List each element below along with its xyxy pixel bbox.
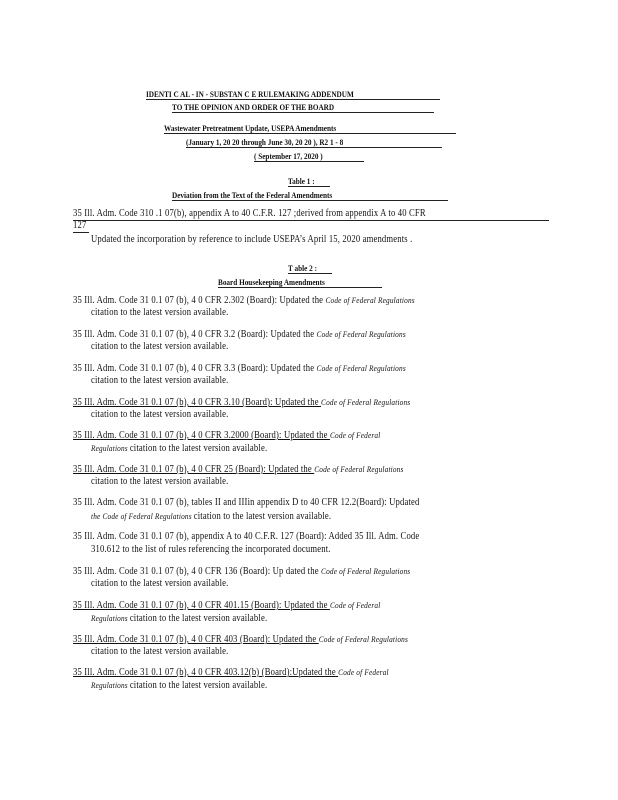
header-line-2: TO THE OPINION AND ORDER OF THE BOARD xyxy=(172,102,335,112)
entry-citation-text: 35 Ill. Adm. Code 31 0.1 07 (b), 4 0 CFR 3.2000 (Board): Updated the xyxy=(73,430,330,441)
table2-entry-line-2 xyxy=(91,375,228,387)
cfr-italic-text: Code of Federal Regulations xyxy=(314,464,404,474)
cfr-italic-text: Regulations xyxy=(91,613,130,623)
entry-citation-text: 35 Ill. Adm. Code 31 0.1 07 (b), 4 0 CFR 401.15 (Board): Updated the xyxy=(73,600,330,611)
table2-entry-line-2 xyxy=(91,646,228,658)
header-line-4: (January 1, 20 20 through June 30, 20 20 ), R2 1 - 8 xyxy=(186,137,344,147)
header-rule-2 xyxy=(172,112,434,113)
entry-citation-text: 35 Ill. Adm. Code 31 0.1 07 (b), tables II and IIIin appendix D to 40 CFR 12.2(Board): Updated xyxy=(73,497,420,508)
entry-update-text: citation to the latest version available. xyxy=(91,646,229,657)
table1-entry-line-3: Updated the incorporation by reference to include USEPA’s April 15, 2020 amendments . xyxy=(91,234,413,245)
cfr-italic-text: Code of Federal xyxy=(329,430,381,440)
table2-subtitle-rule xyxy=(218,287,382,288)
table2-entry-line-1 xyxy=(73,666,389,679)
entry-update-text: citation to the latest version available. xyxy=(193,511,332,522)
table2-entry-line-1 xyxy=(73,497,419,509)
entry-citation-text: 35 Ill. Adm. Code 31 0.1 07 (b), 4 0 CFR 403 (Board): Updated the xyxy=(73,634,319,645)
table2-entry-line-2 xyxy=(91,476,228,488)
entry-update-text: citation to the latest version available. xyxy=(129,613,268,624)
cfr-italic-text: Code of Federal Regulations xyxy=(325,295,415,305)
cfr-italic-text: Regulations xyxy=(91,443,130,453)
table2-title-rule xyxy=(288,273,332,274)
entry-update-text: citation to the latest version available. xyxy=(91,375,229,386)
table2-entry-line-1 xyxy=(73,429,380,442)
table1-entry-rule xyxy=(73,220,549,221)
table2-entry-line-1 xyxy=(73,633,408,646)
header-rule-3 xyxy=(164,133,456,134)
entry-update-text: citation to the latest version available. xyxy=(91,409,229,420)
cfr-italic-text: Regulations xyxy=(91,680,130,690)
header-line-1: IDENTI C AL - IN - SUBSTAN C E RULEMAKING ADDENDUM xyxy=(146,89,354,99)
cfr-italic-text: Code of Federal Regulations xyxy=(321,566,411,576)
table2-entry-line-1 xyxy=(73,396,410,409)
entry-citation-text: 35 Ill. Adm. Code 31 0.1 07 (b), 4 0 CFR 25 (Board): Updated the xyxy=(73,464,315,475)
cfr-italic-text: Code of Federal xyxy=(329,600,381,610)
cfr-italic-text: the Code of Federal Regulations xyxy=(91,511,194,521)
table2-entry-line-2 xyxy=(91,442,267,455)
table1-subtitle: Deviation from the Text of the Federal Amendments xyxy=(172,190,333,200)
header-line-5: ( September 17, 2020 ) xyxy=(254,151,323,161)
table2-entry-line-1 xyxy=(73,463,404,476)
entry-update-text: citation to the latest version available. xyxy=(91,307,229,318)
entry-update-text: citation to the latest version available. xyxy=(91,476,229,487)
table2-entry-line-2 xyxy=(91,679,267,692)
entry-citation-text: 35 Ill. Adm. Code 31 0.1 07 (b), 4 0 CFR 3.10 (Board): Updated the xyxy=(73,397,322,408)
cfr-italic-text: Code of Federal Regulations xyxy=(318,634,408,644)
table2-entry-line-2 xyxy=(91,341,228,353)
header-rule-5 xyxy=(254,161,364,162)
table2-subtitle: Board Housekeeping Amendments xyxy=(218,277,325,287)
table1-entry-line-2: 127 xyxy=(73,220,87,231)
table2-entry-line-2 xyxy=(91,510,331,523)
table2-entry-line-1 xyxy=(73,328,406,341)
table2-entry-line-1 xyxy=(73,294,415,307)
entry-update-text: citation to the latest version available. xyxy=(129,680,268,691)
table2-entry-line-1 xyxy=(73,531,419,543)
header-rule-4 xyxy=(186,147,442,148)
entry-update-text: 310.612 to the list of rules referencing the incorporated document. xyxy=(91,544,331,555)
table2-title: T able 2 : xyxy=(288,263,317,273)
table2-entry-line-1 xyxy=(73,599,380,612)
table1-entry-rule-2 xyxy=(73,232,89,233)
cfr-italic-text: Code of Federal xyxy=(338,667,389,677)
table2-entry-line-2 xyxy=(91,544,331,556)
cfr-italic-text: Code of Federal Regulations xyxy=(316,363,406,373)
table2-entry-line-2 xyxy=(91,578,228,590)
table1-entry-line-1: 35 Ill. Adm. Code 310 .1 07(b), appendix A to 40 C.F.R. 127 ;derived from appendix A to 40 CFR xyxy=(73,208,426,219)
entry-citation-text: 35 Ill. Adm. Code 31 0.1 07 (b), 4 0 CFR 3.2 (Board): Updated the xyxy=(73,329,317,340)
header-rule-1 xyxy=(146,99,440,100)
cfr-italic-text: Code of Federal Regulations xyxy=(316,329,406,339)
header-line-3: Wastewater Pretreatment Update, USEPA Amendments xyxy=(164,123,337,133)
entry-citation-text: 35 Ill. Adm. Code 31 0.1 07 (b), 4 0 CFR 3.3 (Board): Updated the xyxy=(73,363,317,374)
table2-entry-line-2 xyxy=(91,307,228,319)
table1-title: Table 1 : xyxy=(288,176,315,186)
table1-title-rule xyxy=(288,186,330,187)
entry-citation-text: 35 Ill. Adm. Code 31 0.1 07 (b), 4 0 CFR 403.12(b) (Board):Updated the xyxy=(73,667,339,678)
table2-entry-line-2 xyxy=(91,612,267,625)
entry-citation-text: 35 Ill. Adm. Code 31 0.1 07 (b), 4 0 CFR 2.302 (Board): Updated the xyxy=(73,295,326,306)
table2-entry-line-1 xyxy=(73,565,410,578)
entry-citation-text: 35 Ill. Adm. Code 31 0.1 07 (b), 4 0 CFR 136 (Board): Up dated the xyxy=(73,566,322,577)
table2-entry-line-1 xyxy=(73,362,406,375)
table2-entry-line-2 xyxy=(91,409,228,421)
table1-subtitle-rule xyxy=(172,200,448,201)
entry-citation-text: 35 Ill. Adm. Code 31 0.1 07 (b), appendix A to 40 C.F.R. 127 (Board): Added 35 Ill. Adm. Code xyxy=(73,531,420,542)
entry-update-text: citation to the latest version available. xyxy=(129,443,268,454)
cfr-italic-text: Code of Federal Regulations xyxy=(321,397,411,407)
entry-update-text: citation to the latest version available. xyxy=(91,341,229,352)
entry-update-text: citation to the latest version available. xyxy=(91,578,229,589)
